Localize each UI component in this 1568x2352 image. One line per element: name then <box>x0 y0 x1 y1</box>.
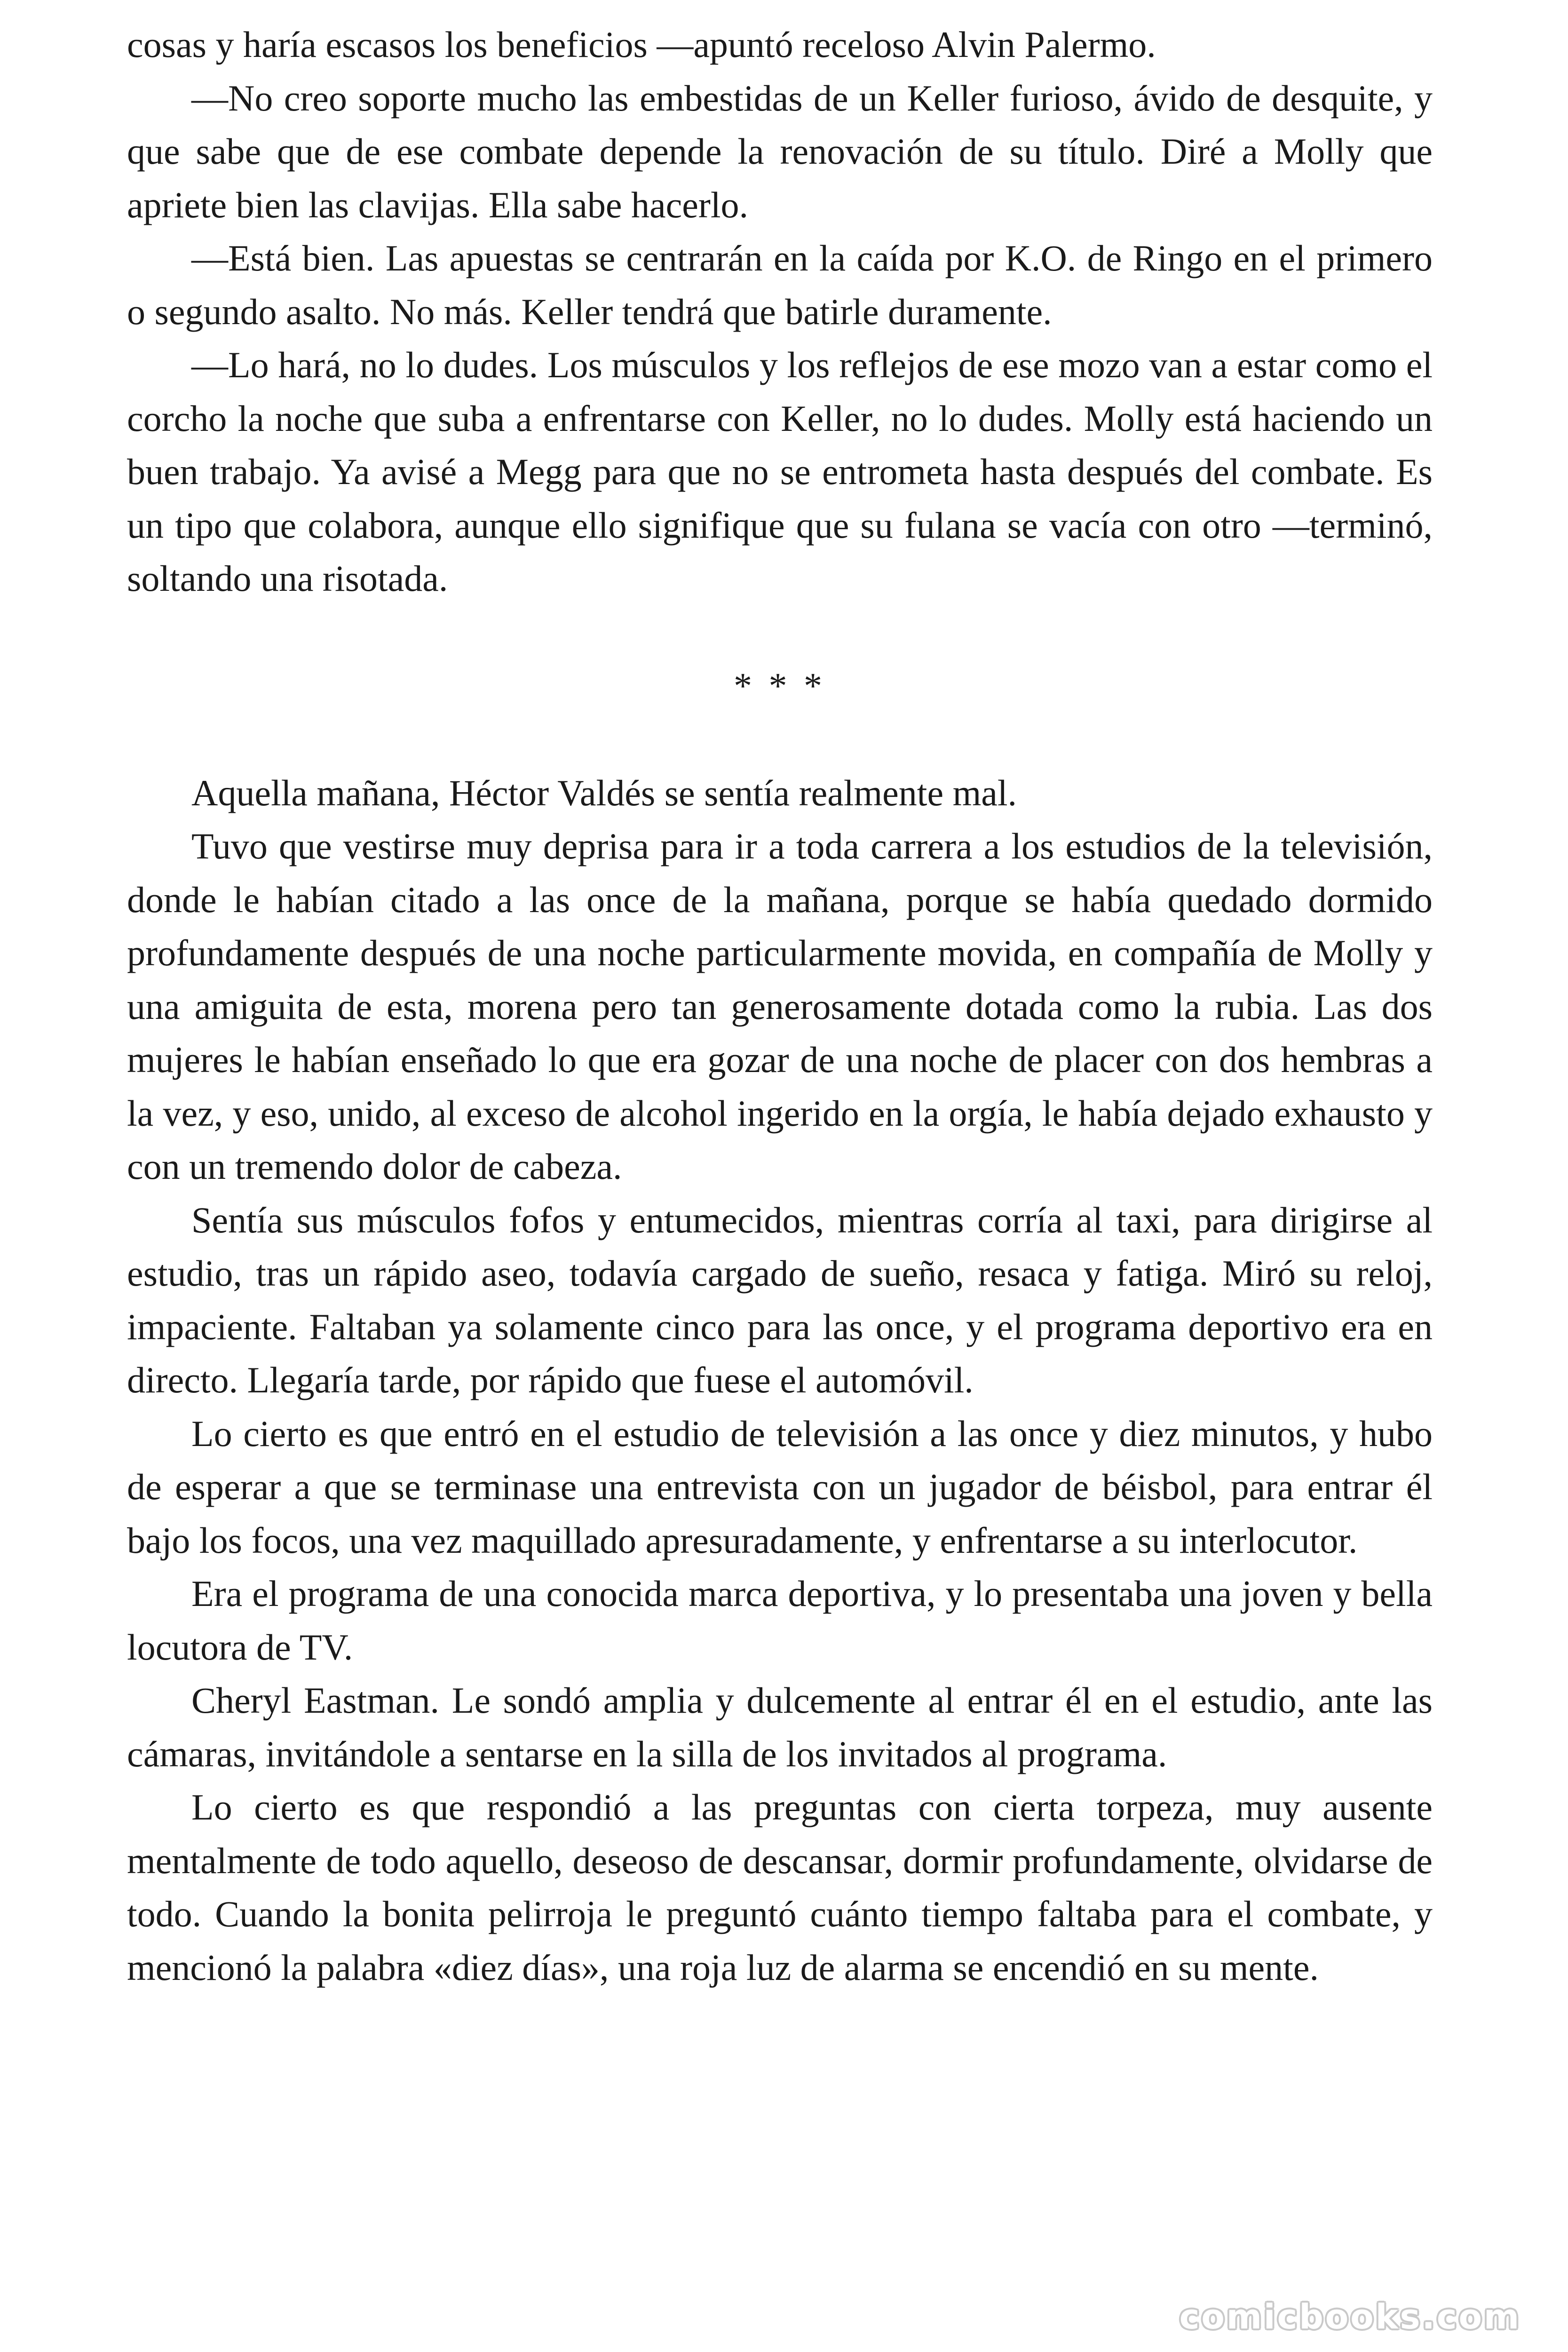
paragraph-7: Lo cierto es que respondió a las preguntas con cierta torpeza, muy ausente mentalmente de todo aquello, deseoso de descansar, dormir profundamente, olvidarse de todo. Cuando la bonita pelirroja le preguntó cuánto tiempo faltaba para el combate, y mencionó la palabra «diez días», una roja luz de alarma se encendió en su mente. <box>127 1787 1433 1988</box>
paragraph-1: Aquella mañana, Héctor Valdés se sentía realmente mal. <box>191 772 1017 813</box>
watermark-logo: comicbooks.com <box>1179 2297 1521 2336</box>
paragraph-5: Era el programa de una conocida marca deportiva, y lo presentaba una joven y bella locutora de TV. <box>127 1573 1433 1668</box>
paragraph-dialogue-3: —Lo hará, no lo dudes. Los músculos y los reflejos de ese mozo van a estar como el corcho la noche que suba a enfrentarse con Keller, no lo dudes. Molly está haciendo un buen trabajo. Ya avisé a Megg para que no se entrometa hasta después del combate. Es un tipo que colabora, aunque ello signifique que su fulana se vacía con otro —terminó, soltando una risotada. <box>127 344 1433 599</box>
paragraph-4: Lo cierto es que entró en el estudio de televisión a las once y diez minutos, y hubo de esperar a que se terminase una entrevista con un jugador de béisbol, para entrar él bajo los focos, una vez maquillado apresuradamente, y enfrentarse a su interlocutor. <box>127 1413 1433 1561</box>
paragraph-dialogue-1: —No creo soporte mucho las embestidas de un Keller furioso, ávido de desquite, y que sabe que de ese combate depende la renovación de su título. Diré a Molly que apriete bien las clavijas. Ella sabe hacerlo. <box>127 77 1433 225</box>
document-page <box>127 18 1433 1994</box>
paragraph-3: Sentía sus músculos fofos y entumecidos, mientras corría al taxi, para dirigirse al estudio, tras un rápido aseo, todavía cargado de sueño, resaca y fatiga. Miró su reloj, impaciente. Faltaban ya solamente cinco para las once, y el programa deportivo era en directo. Llegaría tarde, por rápido que fuese el automóvil. <box>127 1199 1433 1400</box>
section-separator <box>127 659 1433 713</box>
paragraph-2: Tuvo que vestirse muy deprisa para ir a toda carrera a los estudios de la televisión, donde le habían citado a las once de la mañana, porque se había quedado dormido profundamente después de una noche particularmente movida, en compañía de Molly y una amiguita de esta, morena pero tan generosamente dotada como la rubia. Las dos mujeres le habían enseñado lo que era gozar de una noche de placer con dos hembras a la vez, y eso, unido, al exceso de alcohol ingerido en la orgía, le había dejado exhausto y con un tremendo dolor de cabeza. <box>127 826 1433 1187</box>
paragraph-continuation: cosas y haría escasos los beneficios —apuntó receloso Alvin Palermo. <box>127 24 1156 65</box>
paragraph-dialogue-2: —Está bien. Las apuestas se centrarán en la caída por K.O. de Ringo en el primero o segundo asalto. No más. Keller tendrá que batirle duramente. <box>127 238 1433 332</box>
paragraph-6: Cheryl Eastman. Le sondó amplia y dulcemente al entrar él en el estudio, ante las cámaras, invitándole a sentarse en la silla de los invitados al programa. <box>127 1680 1433 1774</box>
separator-text: * * * <box>734 665 826 706</box>
